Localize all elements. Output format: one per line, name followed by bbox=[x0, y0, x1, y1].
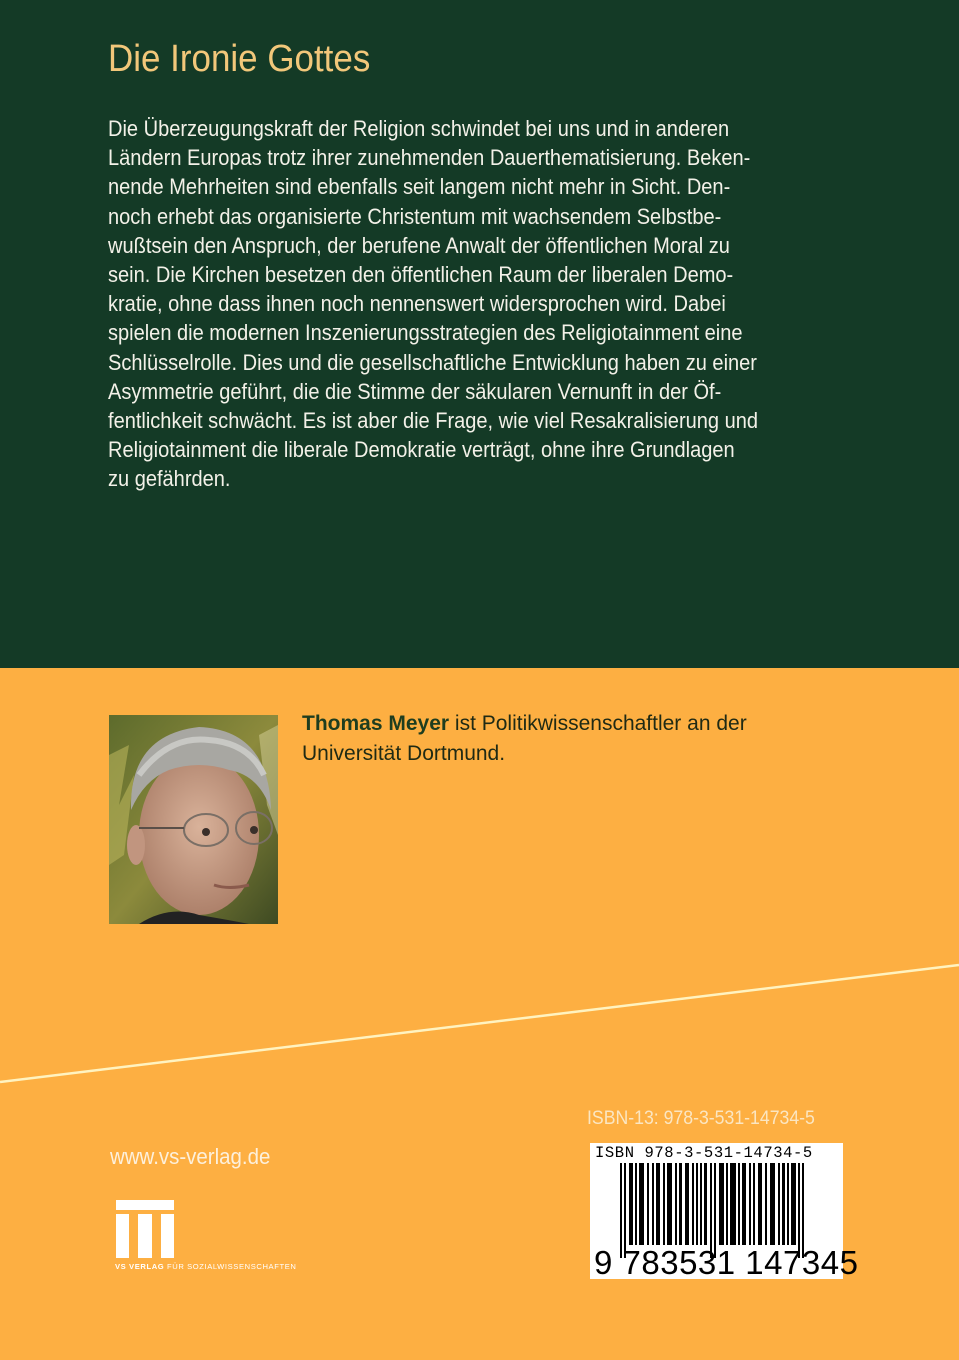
publisher-logo-icon bbox=[116, 1200, 174, 1258]
blurb-line: wußtsein den Anspruch, der berufene Anwalt der öffentlichen Moral zu bbox=[108, 232, 730, 258]
barcode-digits: 9 783531 147345 bbox=[594, 1244, 859, 1281]
blurb-line: Die Überzeugungskraft der Religion schwindet bei uns und in anderen bbox=[108, 116, 730, 141]
blurb-line: Religiotainment die liberale Demokratie verträgt, ohne ihre Grundlagen bbox=[108, 437, 735, 463]
bio-line-2: Universität Dortmund. bbox=[302, 742, 506, 765]
book-blurb bbox=[108, 114, 802, 494]
blurb-line: nende Mehrheiten sind ebenfalls seit langem nicht mehr in Sicht. Den- bbox=[108, 174, 731, 200]
publisher-url[interactable]: www.vs-verlag.de bbox=[110, 1144, 271, 1169]
blurb-line: zu gefährden. bbox=[108, 466, 231, 492]
author-bio bbox=[302, 709, 902, 769]
publisher-logo-text bbox=[115, 1262, 296, 1271]
bio-line-1 bbox=[302, 709, 902, 739]
blurb-line: sein. Die Kirchen besetzen den öffentlichen Raum der liberalen Demo- bbox=[108, 262, 734, 288]
isbn-barcode bbox=[590, 1143, 859, 1281]
blurb-line: spielen die modernen Inszenierungsstrategien des Religiotainment eine bbox=[108, 320, 743, 346]
blurb-line: fentlichkeit schwächt. Es ist aber die Frage, wie viel Resakralisierung und bbox=[108, 408, 759, 434]
author-name: Thomas Meyer bbox=[302, 712, 450, 735]
barcode-isbn-text: ISBN 978-3-531-14734-5 bbox=[595, 1144, 813, 1162]
author-photo bbox=[109, 715, 278, 924]
blurb-line: kratie, ohne dass ihnen noch nennenswert widersprochen wird. Dabei bbox=[108, 291, 726, 317]
book-title: Die Ironie Gottes bbox=[108, 38, 371, 80]
blurb-line: noch erhebt das organisierte Christentum mit wachsendem Selbstbe- bbox=[108, 203, 722, 229]
blurb-line: Asymmetrie geführt, die die Stimme der säkularen Vernunft in der Öf- bbox=[108, 378, 722, 404]
logo-text-bold: VS VERLAG bbox=[115, 1262, 165, 1271]
blurb-line: Ländern Europas trotz ihrer zunehmenden Dauerthematisierung. Beken- bbox=[108, 145, 751, 171]
bio-text: ist Politikwissenschaftler an der bbox=[449, 712, 747, 735]
author-portrait-illustration bbox=[109, 715, 278, 924]
isbn-label: ISBN-13: 978-3-531-14734-5 bbox=[587, 1108, 815, 1129]
blurb-line: Schlüsselrolle. Dies und die gesellschaftliche Entwicklung haben zu einer bbox=[108, 349, 757, 375]
top-panel bbox=[0, 0, 959, 668]
logo-text-light: FÜR SOZIALWISSENSCHAFTEN bbox=[164, 1262, 297, 1271]
